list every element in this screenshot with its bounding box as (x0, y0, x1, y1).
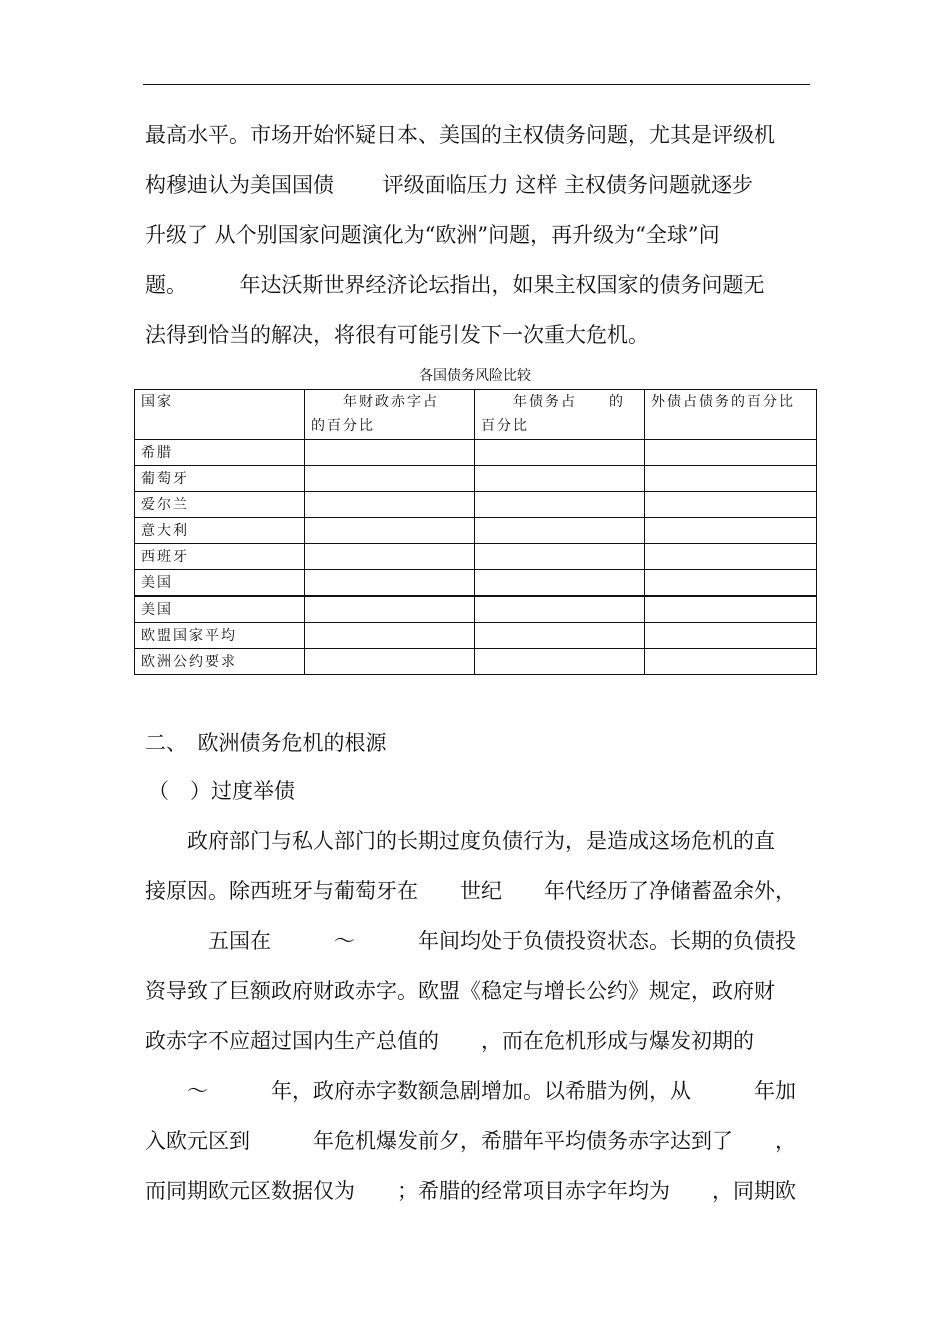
body-line: 资导致了巨额政府财政赤字。欧盟《稳定与增长公约》规定，政府财 (145, 979, 775, 1003)
header-deficit-gdp: 年财政赤字占 的百分比 (305, 390, 475, 440)
debt-risk-table (134, 389, 817, 675)
table-row (135, 649, 817, 675)
table-row (135, 440, 817, 466)
intro-line: 构穆迪认为美国国债 评级面临压力 这样 主权债务问题就逐步 (145, 173, 754, 197)
intro-line: 法得到恰当的解决，将很有可能引发下一次重大危机。 (145, 323, 649, 347)
row-country: 西班牙 (135, 544, 305, 570)
body-line: 接原因。除西班牙与葡萄牙在 世纪 年代经历了净储蓄盈余外， (145, 879, 796, 903)
subsection-heading: （ ）过度举债 (148, 779, 295, 803)
row-country: 美国 (135, 570, 305, 597)
body-line: 入欧元区到 年危机爆发前夕，希腊年平均债务赤字达到了 ， (145, 1129, 796, 1153)
body-line: 五国在 ～ 年间均处于负债投资状态。长期的负债投 (145, 929, 796, 953)
row-country: 意大利 (135, 518, 305, 544)
table-row (135, 623, 817, 649)
intro-line: 最高水平。市场开始怀疑日本、美国的主权债务问题，尤其是评级机 (145, 123, 775, 147)
table-row (135, 570, 817, 597)
body-line: 政赤字不应超过国内生产总值的 ，而在危机形成与爆发初期的 (145, 1029, 754, 1053)
header-external-debt: 外债占债务的百分比 (645, 390, 817, 440)
table-row (135, 544, 817, 570)
row-country: 美国 (135, 596, 305, 623)
table-row (135, 596, 817, 623)
intro-line: 题。 年达沃斯世界经济论坛指出，如果主权国家的债务问题无 (145, 273, 765, 297)
row-country: 欧洲公约要求 (135, 649, 305, 675)
table-row (135, 466, 817, 492)
body-paragraph (145, 816, 813, 1216)
body-line: ～ 年，政府赤字数额急剧增加。以希腊为例，从 年加 (145, 1079, 796, 1103)
intro-line: 升级了 从个别国家问题演化为“欧洲”问题，再升级为“全球”问 (145, 223, 720, 247)
row-country: 葡萄牙 (135, 466, 305, 492)
header-country: 国家 (135, 390, 305, 440)
body-line: 而同期欧元区数据仅为 ；希腊的经常项目赤字年均为 ，同期欧 (145, 1179, 796, 1203)
table-header-row (135, 390, 817, 440)
body-line: 政府部门与私人部门的长期过度负债行为，是造成这场危机的直 (145, 829, 775, 853)
intro-paragraph (145, 110, 813, 360)
table-row (135, 492, 817, 518)
table-caption: 各国债务风险比较 (419, 368, 531, 384)
section-heading: 二、 欧洲债务危机的根源 (145, 731, 387, 755)
row-country: 希腊 (135, 440, 305, 466)
row-country: 欧盟国家平均 (135, 623, 305, 649)
header-debt-gdp: 年债务占 的 百分比 (475, 390, 645, 440)
header-rule (143, 84, 810, 85)
row-country: 爱尔兰 (135, 492, 305, 518)
table-row (135, 518, 817, 544)
